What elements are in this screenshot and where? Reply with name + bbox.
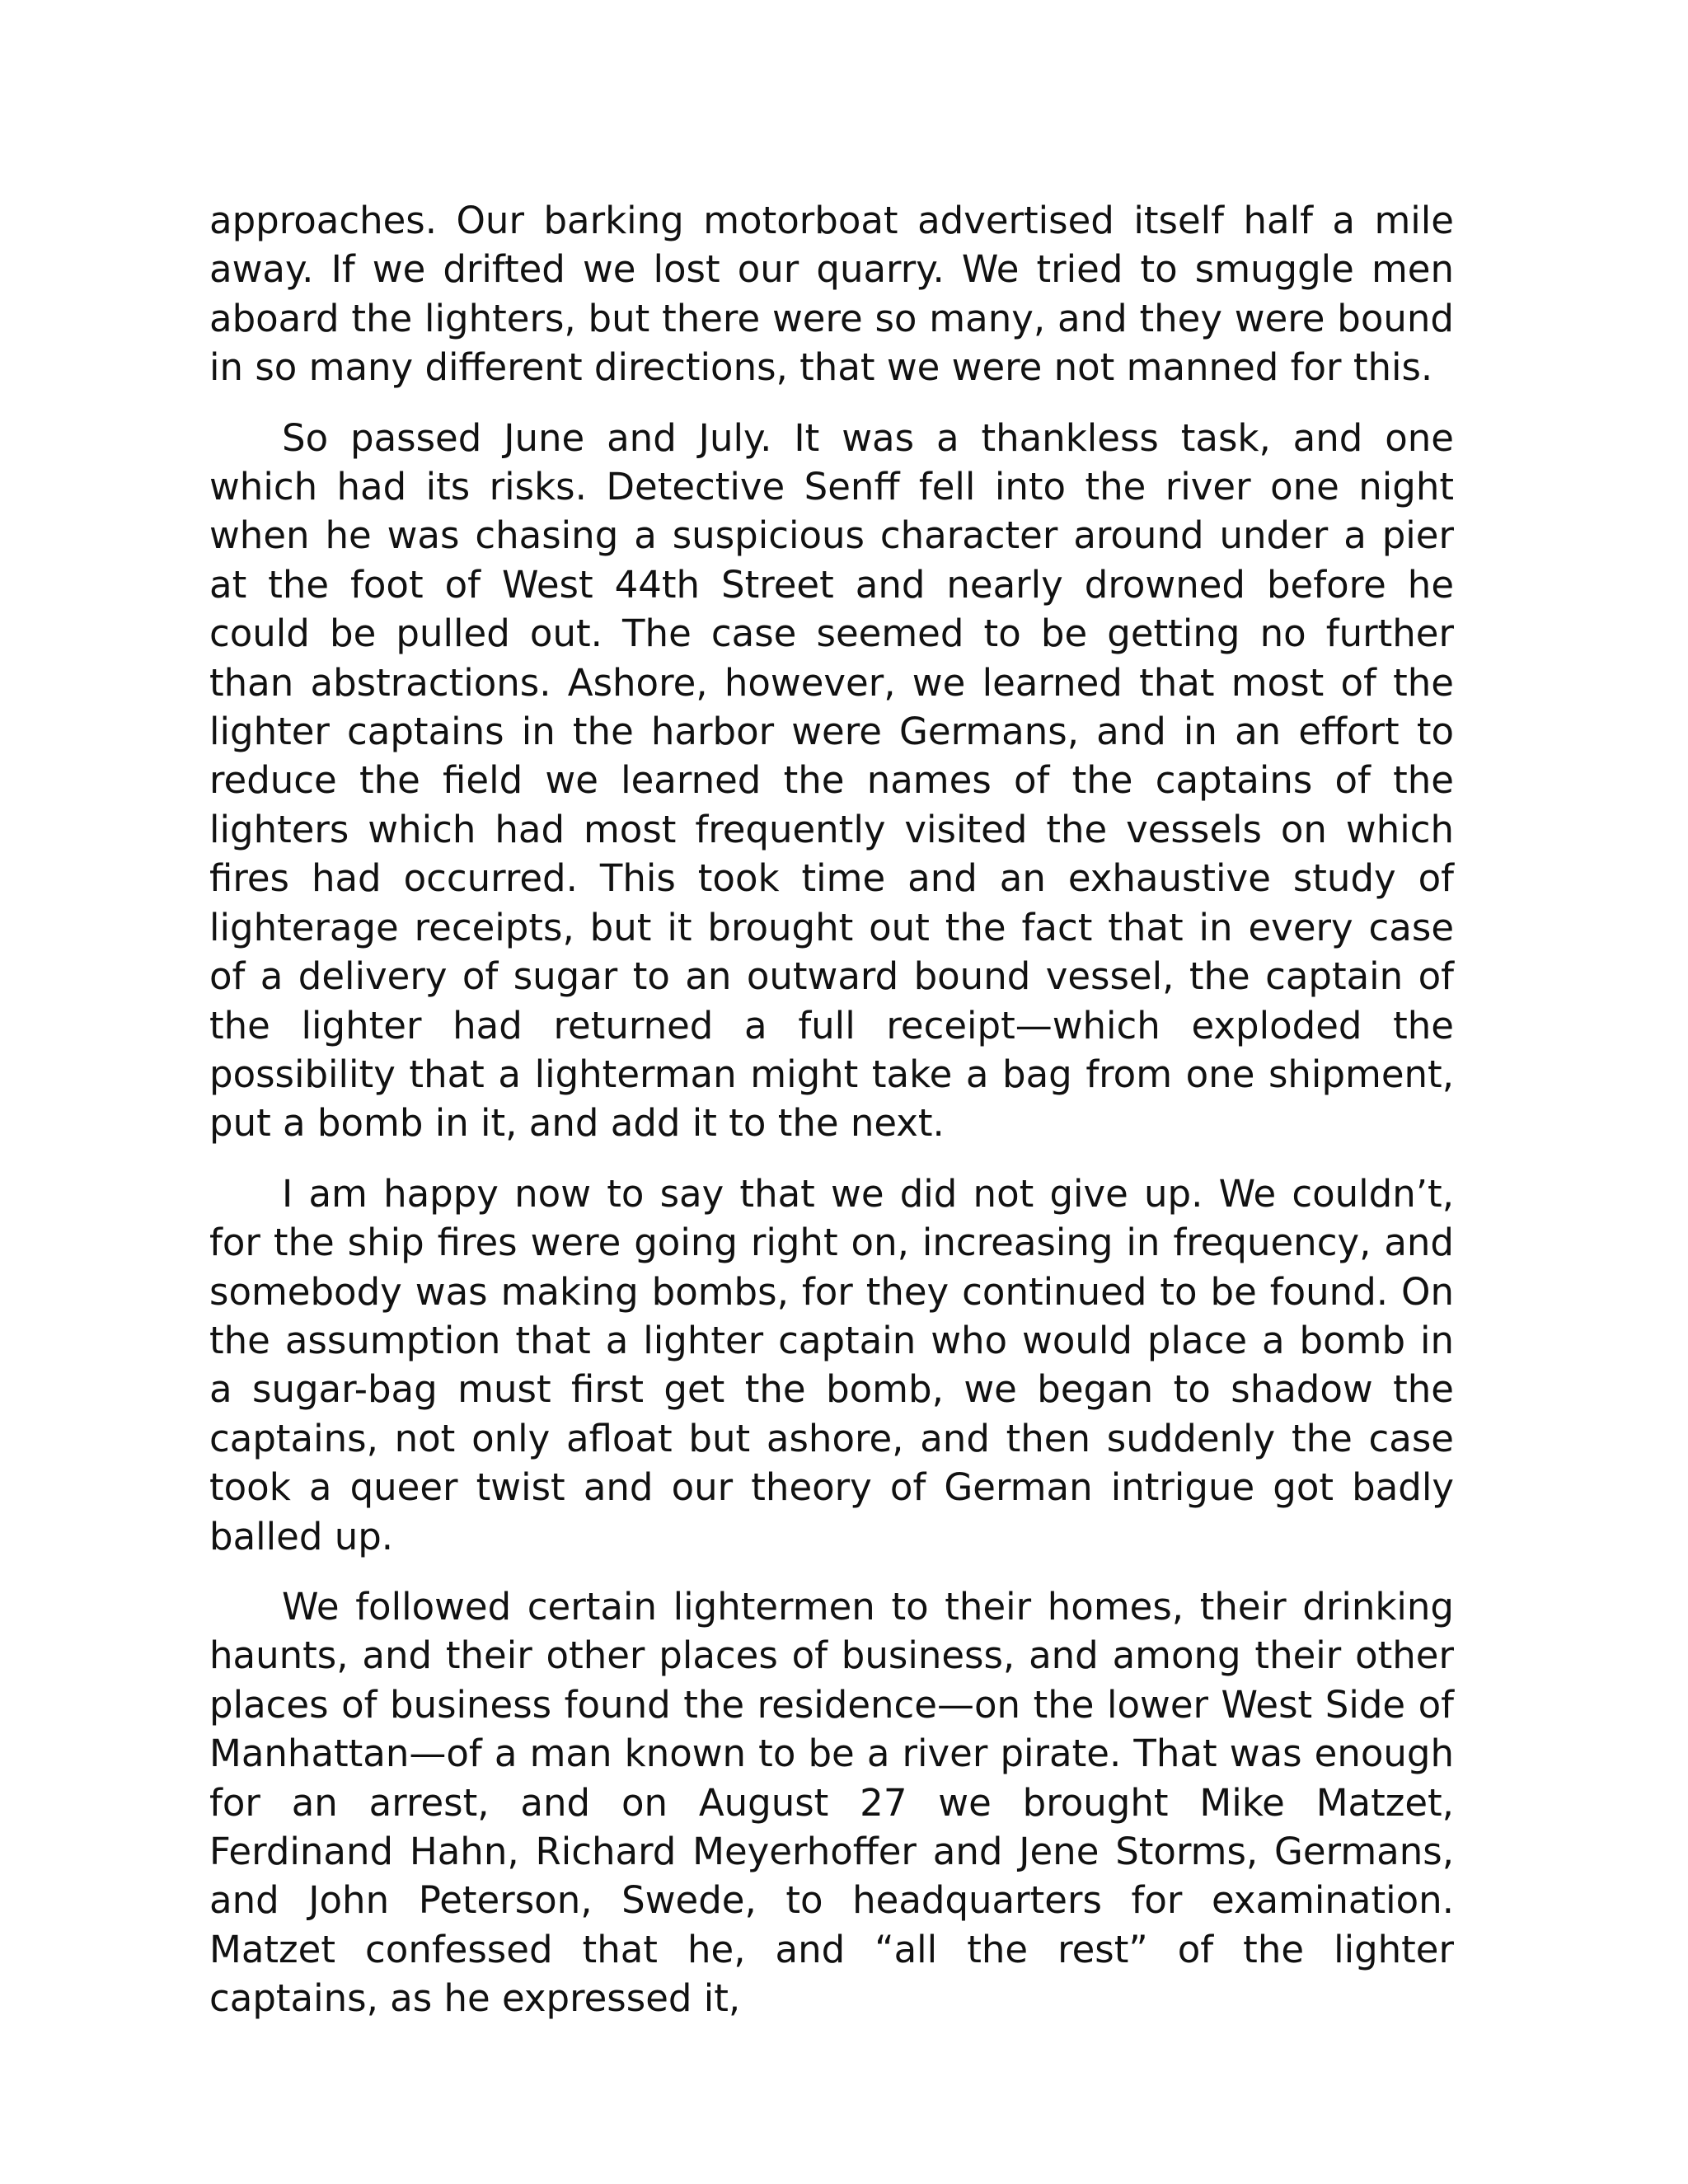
paragraph-4: We followed certain lightermen to their homes, their drinking haunts, and their other places of business, and among their other places of business found the residence—on the lower West Side of Manhattan—of a man known to be a river pirate. That was enough for an arrest, and on August 27 we brought Mike Matzet, Ferdinand Hahn, Richard Meyerhoffer and Jene Storms, Germans, and John Peterson, Swede, to headquarters for examination. Matzet confessed that he, and “all the rest” of the lighter captains, as he expressed it, bbox=[209, 1584, 1454, 2021]
paragraph-2: So passed June and July. It was a thankless task, and one which had its risks. Detective Senff fell into the river one night when he was chasing a suspicious character around under a pier at the foot of West 44th Street and nearly drowned before he could be pulled out. The case seemed to be getting no further than abstractions. Ashore, however, we learned that most of the lighter captains in the harbor were Germans, and in an effort to reduce the field we learned the names of the captains of the lighters which had most frequently visited the vessels on which fires had occurred. This took time and an exhaustive study of lighterage receipts, but it brought out the fact that in every case of a delivery of sugar to an outward bound vessel, the captain of the lighter had returned a full receipt—which exploded the possibility that a lighterman might take a bag from one shipment, put a bomb in it, and add it to the next. bbox=[209, 415, 1454, 1146]
paragraph-1: approaches. Our barking motorboat advertised itself half a mile away. If we drifted we lost our quarry. We tried to smuggle men aboard the lighters, but there were so many, and they were bound in so many different directions, that we were not manned for this. bbox=[209, 199, 1454, 390]
document-page bbox=[209, 196, 1454, 2045]
paragraph-3: I am happy now to say that we did not give up. We couldn’t, for the ship fires were going right on, increasing in frequency, and somebody was making bombs, for they continued to be found. On the assumption that a lighter captain who would place a bomb in a sugar-bag must first get the bomb, we began to shadow the captains, not only afloat but ashore, and then suddenly the case took a queer twist and our theory of German intrigue got badly balled up. bbox=[209, 1171, 1454, 1558]
